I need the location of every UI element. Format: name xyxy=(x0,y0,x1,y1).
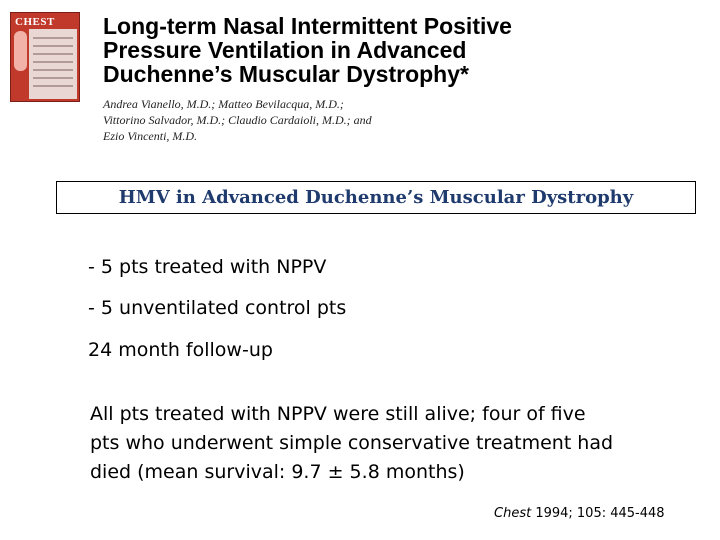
key-point: - 5 unventilated control pts xyxy=(88,297,347,319)
journal-cover-image xyxy=(10,12,80,102)
author-line: Andrea Vianello, M.D.; Matteo Bevilacqua, M.D.; xyxy=(103,97,344,111)
article-authors xyxy=(103,96,503,144)
citation-journal: Chest xyxy=(494,506,532,521)
cover-text-line xyxy=(33,61,73,63)
summary-line: pts who underwent simple conservative treatment had xyxy=(90,432,614,454)
article-title-line: Pressure Ventilation in Advanced xyxy=(103,37,467,63)
key-point: - 5 pts treated with NPPV xyxy=(88,256,327,278)
cover-text-line xyxy=(33,69,73,71)
author-line: Ezio Vincenti, M.D. xyxy=(103,129,198,143)
lungs-icon xyxy=(14,31,27,71)
cover-text-line xyxy=(33,37,73,39)
summary-line: died (mean survival: 9.7 ± 5.8 months) xyxy=(90,461,465,483)
cover-text-line xyxy=(33,53,73,55)
cover-masthead: CHEST xyxy=(15,16,55,28)
article-title xyxy=(103,14,583,86)
summary-line: All pts treated with NPPV were still alive; four of five xyxy=(90,403,586,425)
article-title-line: Duchenne’s Muscular Dystrophy* xyxy=(103,61,469,87)
article-title-line: Long-term Nasal Intermittent Positive xyxy=(103,13,512,39)
key-point: 24 month follow-up xyxy=(88,339,273,361)
citation xyxy=(494,506,665,521)
cover-text-line xyxy=(33,77,73,79)
cover-text-line xyxy=(33,45,73,47)
cover-text-panel xyxy=(29,29,77,99)
slide-heading: HMV in Advanced Duchenne’s Muscular Dystrophy xyxy=(118,187,634,208)
results-summary xyxy=(90,400,670,487)
cover-text-line xyxy=(33,85,73,87)
citation-details: 1994; 105: 445-448 xyxy=(531,506,665,521)
author-line: Vittorino Salvador, M.D.; Claudio Cardaioli, M.D.; and xyxy=(103,113,372,127)
slide-heading-box xyxy=(56,181,696,214)
